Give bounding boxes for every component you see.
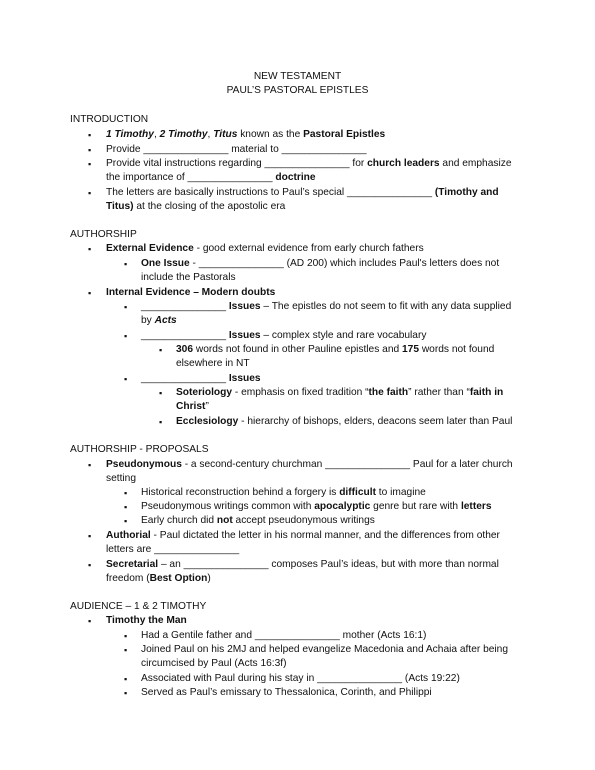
secretarial: Secretarial – an _______________ composes Paul’s ideas, but with more than normal — [106, 559, 499, 570]
bullet-icon: ▪ — [88, 145, 92, 155]
section-heading-proposals: AUTHORSHIP - PROPOSALS — [70, 444, 209, 455]
bullet-icon: ▪ — [124, 674, 128, 684]
bullet-icon: ▪ — [88, 159, 92, 169]
theological-issues: _______________ Issues — [141, 373, 261, 384]
pseudonymous: Pseudonymous - a second-century churchman _______________ Paul for a later church — [106, 459, 513, 470]
associated-with-paul: Associated with Paul during his stay in _______________ (Acts 19:22) — [141, 673, 460, 684]
joined-paul: Joined Paul on his 2MJ and helped evangelize Macedonia and Achaia after being — [141, 644, 509, 655]
word-counts: 306 words not found in other Pauline epistles and 175 words not found — [176, 344, 495, 355]
bullet-icon: ▪ — [124, 502, 128, 512]
document-title: NEW TESTAMENT — [253, 71, 342, 82]
intro-item-provide: Provide _______________ material to _______________ — [106, 144, 367, 155]
bullet-icon: ▪ — [124, 374, 128, 384]
ecclesiology: Ecclesiology - hierarchy of bishops, elders, deacons seem later than Paul — [176, 416, 513, 427]
emissary: Served as Paul’s emissary to Thessalonica, Corinth, and Philippi — [141, 687, 432, 698]
section-heading-introduction: INTRODUCTION — [70, 114, 149, 125]
bullet-icon: ▪ — [124, 331, 128, 341]
bullet-icon: ▪ — [159, 345, 163, 355]
intro-item-instructions-cont: the importance of _______________ doctrine — [106, 172, 316, 183]
bullet-icon: ▪ — [124, 645, 128, 655]
linguistic-issues: _______________ Issues – complex style and rare vocabulary — [141, 330, 427, 341]
internal-evidence: Internal Evidence – Modern doubts — [106, 287, 276, 298]
gentile-father: Had a Gentile father and _______________ mother (Acts 16:1) — [141, 630, 427, 641]
soteriology-cont: Christ” — [176, 401, 209, 412]
one-issue-cont: include the Pastorals — [141, 272, 236, 283]
bullet-icon: ▪ — [88, 188, 92, 198]
historical-reconstruction: Historical reconstruction behind a forgery is difficult to imagine — [141, 487, 426, 498]
bullet-icon: ▪ — [124, 516, 128, 526]
historical-issues: _______________ Issues – The epistles do not seem to fit with any data supplied — [141, 301, 512, 312]
bullet-icon: ▪ — [124, 688, 128, 698]
bullet-icon: ▪ — [88, 616, 92, 626]
intro-item-letters: The letters are basically instructions to Paul’s special _______________ (Timothy and — [106, 187, 499, 198]
intro-item-instructions: Provide vital instructions regarding _______________ for church leaders and emphasize — [106, 158, 512, 169]
bullet-icon: ▪ — [124, 488, 128, 498]
intro-item-books: 1 Timothy, 2 Timothy, Titus known as the Pastoral Epistles — [106, 129, 386, 140]
external-evidence: External Evidence - good external evidence from early church fathers — [106, 243, 424, 254]
joined-paul-cont: circumcised by Paul (Acts 16:3f) — [141, 658, 287, 669]
bullet-icon: ▪ — [159, 417, 163, 427]
authorial: Authorial - Paul dictated the letter in his normal manner, and the differences from other — [106, 530, 500, 541]
bullet-icon: ▪ — [159, 388, 163, 398]
secretarial-cont: freedom (Best Option) — [106, 573, 211, 584]
bullet-icon: ▪ — [124, 302, 128, 312]
word-counts-cont: elsewhere in NT — [176, 358, 250, 369]
bullet-icon: ▪ — [88, 560, 92, 570]
bullet-icon: ▪ — [124, 631, 128, 641]
document-subtitle: PAUL’S PASTORAL EPISTLES — [226, 85, 369, 96]
timothy-the-man: Timothy the Man — [106, 615, 187, 626]
intro-item-letters-cont: Titus) at the closing of the apostolic era — [106, 201, 286, 212]
section-heading-audience: AUDIENCE – 1 & 2 TIMOTHY — [70, 601, 207, 612]
bullet-icon: ▪ — [88, 130, 92, 140]
bullet-icon: ▪ — [88, 531, 92, 541]
pseudonymous-cont: setting — [106, 473, 137, 484]
early-church: Early church did not accept pseudonymous writings — [141, 515, 375, 526]
soteriology: Soteriology - emphasis on fixed tradition “the faith” rather than “faith in — [176, 387, 504, 398]
bullet-icon: ▪ — [124, 259, 128, 269]
bullet-icon: ▪ — [88, 288, 92, 298]
section-heading-authorship: AUTHORSHIP — [70, 229, 137, 240]
pseudonymous-writings: Pseudonymous writings common with apocalyptic genre but rare with letters — [141, 501, 492, 512]
one-issue: One Issue - _______________ (AD 200) which includes Paul's letters does not — [141, 258, 500, 269]
bullet-icon: ▪ — [88, 460, 92, 470]
bullet-icon: ▪ — [88, 244, 92, 254]
historical-issues-cont: by Acts — [141, 315, 177, 326]
authorial-cont: letters are _______________ — [106, 544, 240, 555]
